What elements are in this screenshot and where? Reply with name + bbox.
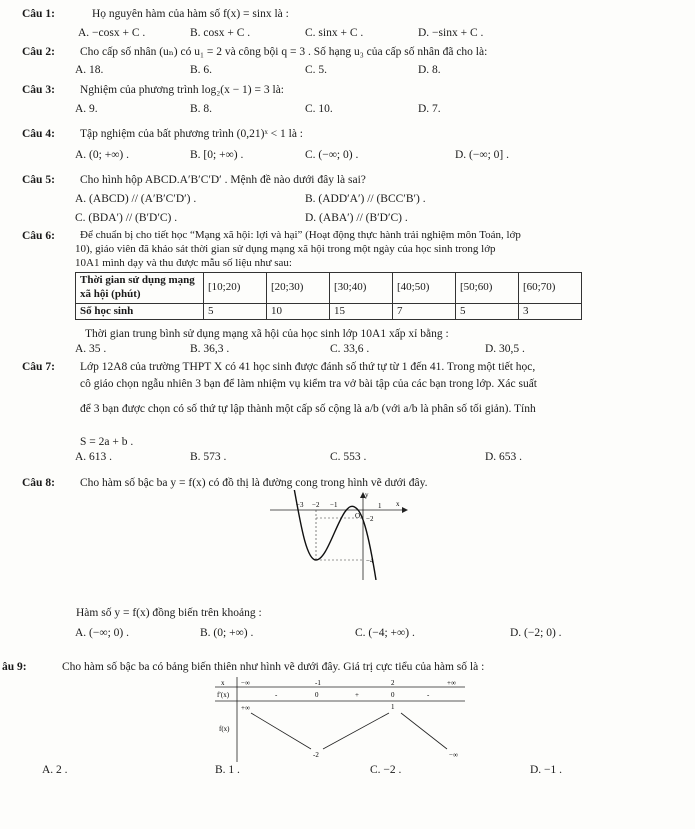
q2-text: Cho cấp số nhân (uₙ) có u₁ = 2 và công bội q = 3 . Số hạng u₃ của cấp số nhân đã cho là:	[80, 46, 488, 58]
q6-option-c[interactable]: C. 33,6 .	[330, 343, 370, 355]
tick-label: −2	[366, 515, 374, 523]
q4-options	[0, 148, 695, 164]
q6-text-line2: 10), giáo viên đã khảo sát thời gian sử dụng mạng xã hội trong một ngày của học sinh trong lớp	[75, 243, 496, 255]
q5-option-a[interactable]: A. (ABCD) // (A′B′C′D′) .	[75, 193, 197, 205]
q8-text-line2: Hàm số y = f(x) đồng biến trên khoảng :	[76, 607, 262, 619]
q7-options	[0, 450, 695, 466]
bbt-fprime-label: f′(x)	[217, 691, 230, 699]
q5-head: Câu 5:	[22, 174, 55, 186]
table-cell: [60;70)	[519, 273, 582, 304]
bbt-arrow	[401, 713, 447, 749]
table-cell: [40;50)	[393, 273, 456, 304]
table-cell: 15	[330, 303, 393, 320]
x-axis-arrow-icon	[402, 507, 408, 513]
table-cell: [30;40)	[330, 273, 393, 304]
q8-option-d[interactable]: D. (−2; 0) .	[510, 627, 562, 639]
q2-option-a[interactable]: A. 18.	[75, 64, 104, 76]
q8-options	[0, 626, 695, 642]
table-cell: 7	[393, 303, 456, 320]
q7-text-line3: để 3 bạn được chọn có số thứ tự lập thành một cấp số cộng là a/b (với a/b là phân số tối giản). Tính	[80, 403, 536, 415]
q8-head: Câu 8:	[22, 477, 55, 489]
q6-line3	[0, 257, 695, 273]
q1-head: Câu 1:	[22, 8, 55, 20]
q7-text-line4: S = 2a + b .	[80, 436, 134, 448]
q3-option-d[interactable]: D. 7.	[418, 103, 441, 115]
q9-option-a[interactable]: A. 2 .	[42, 764, 68, 776]
q2-head: Câu 2:	[22, 46, 55, 58]
q7-line4	[0, 435, 695, 451]
q4-option-b[interactable]: B. [0; +∞) .	[190, 149, 244, 161]
tick-label: 1	[378, 502, 382, 510]
q7-option-d[interactable]: D. 653 .	[485, 451, 523, 463]
sample-data-table	[75, 272, 582, 320]
q3-options	[0, 102, 695, 118]
bbt-zero: 0	[391, 691, 395, 699]
q7-option-c[interactable]: C. 553 .	[330, 451, 367, 463]
table-cell: 5	[456, 303, 519, 320]
graph-y-label: y	[365, 491, 369, 499]
q6-option-a[interactable]: A. 35 .	[75, 343, 107, 355]
table-header-time: Thời gian sử dụng mạng xã hội (phút)	[76, 273, 204, 304]
bbt-sign: +	[355, 691, 359, 699]
q9-head: âu 9:	[2, 661, 27, 673]
bbt-top-right: 1	[391, 703, 395, 711]
origin-label: O	[355, 512, 361, 520]
q2-option-c[interactable]: C. 5.	[305, 64, 328, 76]
table-cell: 10	[267, 303, 330, 320]
bbt-zero: 0	[315, 691, 319, 699]
q6-text-line3: 10A1 mình dạy và thu được mẫu số liệu như sau:	[75, 257, 292, 269]
q5-option-c[interactable]: C. (BDA′) // (B′D′C) .	[75, 212, 178, 224]
q6-options	[0, 342, 695, 358]
q5-options-row2	[0, 211, 695, 227]
q8-text: Cho hàm số bậc ba y = f(x) có đồ thị là đường cong trong hình vẽ dưới đây.	[80, 477, 428, 489]
q4-option-c[interactable]: C. (−∞; 0) .	[305, 149, 359, 161]
variation-table	[215, 677, 465, 762]
bbt-v1: -1	[315, 679, 321, 687]
q7-head: Câu 7:	[22, 361, 55, 373]
q1-option-a[interactable]: A. −cosx + C .	[78, 27, 146, 39]
table-cell: 5	[204, 303, 267, 320]
q9-option-c[interactable]: C. −2 .	[370, 764, 402, 776]
bbt-sign: -	[275, 691, 278, 699]
bbt-f-label: f(x)	[219, 725, 230, 733]
q4-head: Câu 4:	[22, 128, 55, 140]
table-header-students: Số học sinh	[76, 303, 204, 320]
q5-options-row1	[0, 192, 695, 208]
q8-option-c[interactable]: C. (−4; +∞) .	[355, 627, 415, 639]
bbt-arrow	[323, 713, 389, 749]
q3-text: Nghiệm của phương trình log₂(x − 1) = 3 là:	[80, 84, 284, 96]
q9-text: Cho hàm số bậc ba có bảng biến thiên như hình vẽ dưới đây. Giá trị cực tiểu của hàm số là :	[62, 661, 485, 673]
tick-label: −2	[312, 501, 320, 509]
bbt-x-label: x	[221, 679, 225, 687]
bbt-top-left: +∞	[241, 704, 250, 712]
q5-option-b[interactable]: B. (ADD′A′) // (BCC′B′) .	[305, 193, 426, 205]
q4-option-a[interactable]: A. (0; +∞) .	[75, 149, 129, 161]
q2-options	[0, 63, 695, 79]
tick-label: −4	[366, 557, 374, 565]
q4-text: Tập nghiệm của bất phương trình (0,21)ˣ < 1 là :	[80, 128, 304, 140]
bbt-minus-inf: −∞	[241, 679, 250, 687]
table-cell: [20;30)	[267, 273, 330, 304]
q7-option-b[interactable]: B. 573 .	[190, 451, 227, 463]
q5-option-d[interactable]: D. (ABA′) // (B′D′C) .	[305, 212, 408, 224]
table-row	[76, 273, 582, 304]
q1-option-b[interactable]: B. cosx + C .	[190, 27, 251, 39]
q9-options	[0, 763, 695, 779]
table-cell: [50;60)	[456, 273, 519, 304]
q1-text: Họ nguyên hàm của hàm số f(x) = sinx là :	[92, 8, 289, 20]
q1-options	[0, 26, 695, 42]
bbt-arrow	[251, 713, 311, 749]
q6-text-line1: Để chuẩn bị cho tiết học “Mạng xã hội: lợi và hại” (Hoạt động thực hành trải nghiệm môn Toán, lớp	[80, 229, 521, 241]
q6-option-b[interactable]: B. 36,3 .	[190, 343, 230, 355]
q3-option-a[interactable]: A. 9.	[75, 103, 98, 115]
bbt-v2: 2	[391, 679, 395, 687]
q9-option-d[interactable]: D. −1 .	[530, 764, 563, 776]
q2-option-b[interactable]: B. 6.	[190, 64, 213, 76]
bbt-plus-inf: +∞	[447, 679, 456, 687]
q1-option-d[interactable]: D. −sinx + C .	[418, 27, 484, 39]
cubic-graph	[270, 490, 410, 580]
q7-option-a[interactable]: A. 613 .	[75, 451, 113, 463]
bbt-bottom-left: -2	[313, 751, 319, 759]
q1-option-c[interactable]: C. sinx + C .	[305, 27, 364, 39]
q7-line2	[0, 377, 695, 393]
table-cell: 3	[519, 303, 582, 320]
q9-option-b[interactable]: B. 1 .	[215, 764, 240, 776]
q6-head: Câu 6:	[22, 230, 55, 242]
q6-line4	[0, 327, 695, 343]
q3-head: Câu 3:	[22, 84, 55, 96]
tick-label: −1	[330, 501, 338, 509]
q8-option-a[interactable]: A. (−∞; 0) .	[75, 627, 129, 639]
table-cell: [10;20)	[204, 273, 267, 304]
q8-line2	[0, 606, 695, 622]
q6-text-line4: Thời gian trung bình sử dụng mạng xã hội của học sinh lớp 10A1 xấp xỉ bằng :	[85, 328, 449, 340]
q5-text: Cho hình hộp ABCD.A′B′C′D′ . Mệnh đề nào dưới đây là sai?	[80, 174, 366, 186]
tick-label: −3	[296, 501, 304, 509]
q7-line3	[0, 402, 695, 418]
q3-option-b[interactable]: B. 8.	[190, 103, 213, 115]
q4-option-d[interactable]: D. (−∞; 0] .	[455, 149, 509, 161]
q7-text-line2: cô giáo chọn ngẫu nhiên 3 bạn để làm nhiệm vụ kiểm tra vở bài tập của các bạn trong lớp. Xác suất	[80, 378, 538, 390]
q7-text-line1: Lớp 12A8 của trường THPT X có 41 học sinh được đánh số thứ tự từ 1 đến 41. Trong một tiết học,	[80, 361, 536, 373]
bbt-bottom-right: −∞	[449, 751, 458, 759]
q6-option-d[interactable]: D. 30,5 .	[485, 343, 525, 355]
graph-x-label: x	[396, 500, 400, 508]
q3-option-c[interactable]: C. 10.	[305, 103, 333, 115]
bbt-sign: -	[427, 691, 430, 699]
q2-option-d[interactable]: D. 8.	[418, 64, 441, 76]
table-row	[76, 303, 582, 320]
q8-option-b[interactable]: B. (0; +∞) .	[200, 627, 254, 639]
